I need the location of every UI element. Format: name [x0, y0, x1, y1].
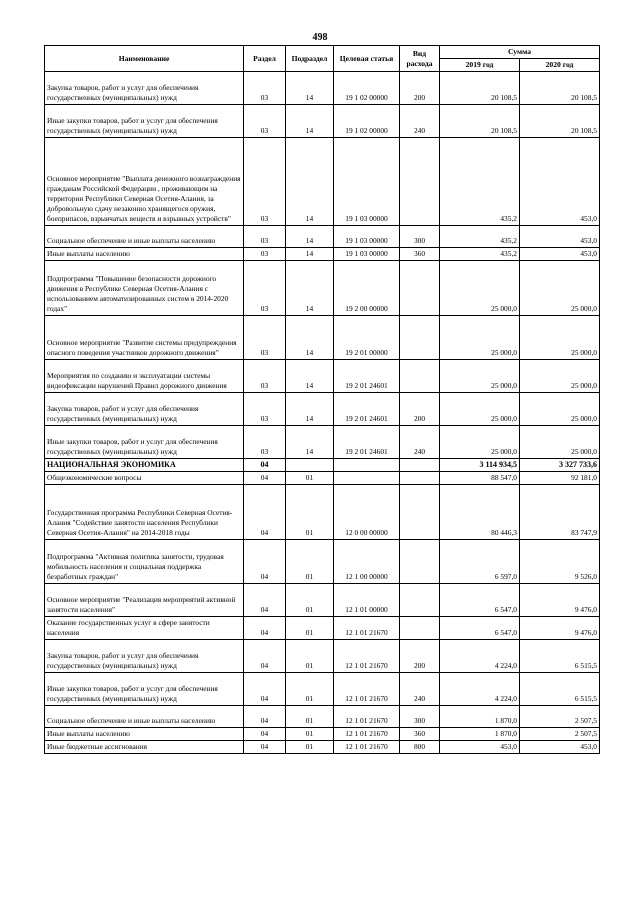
row-section: 03	[244, 360, 286, 393]
row-name: Социальное обеспечение и иные выплаты населению	[45, 706, 244, 728]
row-subsection: 01	[286, 673, 334, 706]
row-subsection: 14	[286, 426, 334, 459]
row-target-article	[334, 459, 400, 472]
row-name: Иные выплаты населению	[45, 248, 244, 261]
header-sum: Сумма	[440, 46, 600, 59]
row-amount-2020: 83 747,9	[520, 485, 600, 540]
row-expense-type	[400, 261, 440, 316]
row-subsection: 01	[286, 617, 334, 640]
row-name: Общеэкономические вопросы	[45, 472, 244, 485]
table-row	[45, 741, 600, 754]
table-row	[45, 673, 600, 706]
row-expense-type: 200	[400, 393, 440, 426]
header-2019: 2019 год	[440, 59, 520, 72]
row-expense-type: 360	[400, 248, 440, 261]
row-section: 04	[244, 673, 286, 706]
row-amount-2019: 1 870,0	[440, 706, 520, 728]
row-subsection: 14	[286, 72, 334, 105]
row-amount-2020: 9 476,0	[520, 584, 600, 617]
header-subsection: Подраздел	[286, 46, 334, 72]
row-section: 04	[244, 706, 286, 728]
row-name: Закупка товаров, работ и услуг для обеспечения государственных (муниципальных) нужд	[45, 640, 244, 673]
row-amount-2019: 1 870,0	[440, 728, 520, 741]
row-name: Иные закупки товаров, работ и услуг для обеспечения государственных (муниципальных) нужд	[45, 673, 244, 706]
row-amount-2020: 25 000,0	[520, 426, 600, 459]
row-expense-type	[400, 472, 440, 485]
row-expense-type: 200	[400, 72, 440, 105]
row-section: 04	[244, 728, 286, 741]
row-section: 04	[244, 472, 286, 485]
row-subsection: 14	[286, 360, 334, 393]
row-subsection: 14	[286, 138, 334, 226]
row-amount-2020: 453,0	[520, 138, 600, 226]
table-row	[45, 138, 600, 226]
row-name: Основное мероприятие "Выплата денежного вознаграждения гражданам Российской Федерации , проживающим на территории Республики Северная Осетия-Алания, за добровольную сдачу незаконно хранящегося оружия, боеприпасов, взрывчатых веществ и взрывных устройств"	[45, 138, 244, 226]
row-subsection: 14	[286, 248, 334, 261]
table-row	[45, 360, 600, 393]
row-amount-2020: 25 000,0	[520, 316, 600, 360]
row-amount-2019: 3 114 934,5	[440, 459, 520, 472]
row-expense-type	[400, 316, 440, 360]
row-amount-2019: 435,2	[440, 138, 520, 226]
row-amount-2020: 25 000,0	[520, 393, 600, 426]
row-section: 04	[244, 540, 286, 584]
row-name: Основное мероприятие "Реализация мероприятий активной занятости населения"	[45, 584, 244, 617]
row-subsection: 14	[286, 316, 334, 360]
row-expense-type: 300	[400, 706, 440, 728]
row-section: 03	[244, 138, 286, 226]
row-subsection: 14	[286, 226, 334, 248]
row-amount-2019: 4 224,0	[440, 640, 520, 673]
row-amount-2020: 2 507,5	[520, 706, 600, 728]
row-name: НАЦИОНАЛЬНАЯ ЭКОНОМИКА	[45, 459, 244, 472]
row-target-article: 19 2 00 00000	[334, 261, 400, 316]
row-subsection: 01	[286, 741, 334, 754]
table-row	[45, 105, 600, 138]
row-target-article: 19 1 03 00000	[334, 138, 400, 226]
row-subsection: 01	[286, 472, 334, 485]
row-amount-2019: 25 000,0	[440, 316, 520, 360]
row-name: Государственная программа Республики Северная Осетия-Алания "Содействие занятости населения Республики Северная Осетия-Алания" на 2014-2018 годы	[45, 485, 244, 540]
row-name: Закупка товаров, работ и услуг для обеспечения государственных (муниципальных) нужд	[45, 393, 244, 426]
row-expense-type: 240	[400, 673, 440, 706]
row-name: Подпрограмма "Активная политика занятости, трудовая мобильность населения и социальная поддержка безработных граждан"	[45, 540, 244, 584]
row-amount-2019: 80 446,3	[440, 485, 520, 540]
row-name: Иные закупки товаров, работ и услуг для обеспечения государственных (муниципальных) нужд	[45, 105, 244, 138]
row-amount-2019: 435,2	[440, 226, 520, 248]
row-target-article	[334, 472, 400, 485]
row-amount-2019: 25 000,0	[440, 261, 520, 316]
header-section: Раздел	[244, 46, 286, 72]
row-section: 04	[244, 459, 286, 472]
row-amount-2019: 20 108,5	[440, 105, 520, 138]
row-section: 03	[244, 226, 286, 248]
row-expense-type	[400, 540, 440, 584]
row-amount-2020: 25 000,0	[520, 360, 600, 393]
row-amount-2020: 3 327 733,6	[520, 459, 600, 472]
row-target-article: 19 1 03 00000	[334, 248, 400, 261]
row-expense-type	[400, 360, 440, 393]
row-target-article: 19 2 01 24601	[334, 426, 400, 459]
row-amount-2019: 453,0	[440, 741, 520, 754]
table-row	[45, 485, 600, 540]
row-target-article: 12 1 01 21670	[334, 640, 400, 673]
table-row	[45, 72, 600, 105]
row-expense-type: 360	[400, 728, 440, 741]
row-subsection: 01	[286, 640, 334, 673]
row-target-article: 19 1 02 00000	[334, 72, 400, 105]
row-amount-2020: 20 108,5	[520, 105, 600, 138]
row-expense-type: 200	[400, 640, 440, 673]
row-amount-2019: 6 547,0	[440, 617, 520, 640]
row-name: Основное мероприятие "Развитие системы предупреждения опасного поведения участников дорожного движения"	[45, 316, 244, 360]
row-subsection: 01	[286, 706, 334, 728]
row-amount-2019: 25 000,0	[440, 393, 520, 426]
row-name: Оказание государственных услуг в сфере занятости населения	[45, 617, 244, 640]
row-name: Мероприятия по созданию и эксплуатации системы видеофиксации нарушений Правил дорожного движения	[45, 360, 244, 393]
row-target-article: 19 2 01 00000	[334, 316, 400, 360]
row-target-article: 19 1 03 00000	[334, 226, 400, 248]
row-amount-2019: 6 597,0	[440, 540, 520, 584]
row-amount-2020: 6 515,5	[520, 640, 600, 673]
row-name: Иные бюджетные ассигнования	[45, 741, 244, 754]
row-name: Подпрограмма "Повышение безопасности дорожного движения в Республике Северная Осетия-Алания с использованием автоматизированных систем в 2014-2020 годах"	[45, 261, 244, 316]
table-row	[45, 226, 600, 248]
row-section: 03	[244, 248, 286, 261]
row-amount-2020: 20 108,5	[520, 72, 600, 105]
row-amount-2020: 453,0	[520, 226, 600, 248]
row-target-article: 12 1 00 00000	[334, 540, 400, 584]
row-section: 03	[244, 426, 286, 459]
table-row	[45, 261, 600, 316]
row-amount-2020: 453,0	[520, 248, 600, 261]
row-section: 04	[244, 741, 286, 754]
row-subsection: 14	[286, 105, 334, 138]
table-row	[45, 393, 600, 426]
header-2020: 2020 год	[520, 59, 600, 72]
row-name: Иные выплаты населению	[45, 728, 244, 741]
row-amount-2020: 2 507,5	[520, 728, 600, 741]
row-amount-2020: 9 476,0	[520, 617, 600, 640]
row-subsection: 01	[286, 584, 334, 617]
row-amount-2020: 453,0	[520, 741, 600, 754]
row-target-article: 19 1 02 00000	[334, 105, 400, 138]
row-section: 03	[244, 261, 286, 316]
row-subsection: 01	[286, 540, 334, 584]
row-amount-2020: 9 526,0	[520, 540, 600, 584]
row-amount-2019: 20 108,5	[440, 72, 520, 105]
table-row	[45, 248, 600, 261]
row-subsection: 01	[286, 728, 334, 741]
row-amount-2019: 435,2	[440, 248, 520, 261]
row-amount-2019: 25 000,0	[440, 426, 520, 459]
table-row	[45, 316, 600, 360]
row-target-article: 12 1 01 21670	[334, 728, 400, 741]
row-name: Социальное обеспечение и иные выплаты населению	[45, 226, 244, 248]
table-row	[45, 540, 600, 584]
row-section: 04	[244, 485, 286, 540]
row-amount-2019: 88 547,0	[440, 472, 520, 485]
row-target-article: 12 1 01 21670	[334, 741, 400, 754]
row-expense-type	[400, 617, 440, 640]
table-header-row	[45, 46, 600, 59]
row-target-article: 12 1 01 21670	[334, 706, 400, 728]
row-expense-type	[400, 584, 440, 617]
table-row	[45, 617, 600, 640]
row-name: Закупка товаров, работ и услуг для обеспечения государственных (муниципальных) нужд	[45, 72, 244, 105]
budget-table	[44, 45, 600, 754]
row-subsection: 01	[286, 485, 334, 540]
table-row	[45, 584, 600, 617]
page-number: 498	[312, 32, 328, 43]
table-row	[45, 459, 600, 472]
row-amount-2019: 6 547,0	[440, 584, 520, 617]
row-amount-2020: 92 181,0	[520, 472, 600, 485]
row-section: 03	[244, 393, 286, 426]
row-expense-type: 800	[400, 741, 440, 754]
row-section: 03	[244, 316, 286, 360]
table-row	[45, 728, 600, 741]
row-target-article: 19 2 01 24601	[334, 360, 400, 393]
row-section: 03	[244, 105, 286, 138]
row-expense-type: 240	[400, 105, 440, 138]
header-target: Целевая статья	[334, 46, 400, 72]
row-subsection: 14	[286, 261, 334, 316]
header-name: Наименование	[45, 46, 244, 72]
header-exp-type: Вид расхода	[400, 46, 440, 72]
row-target-article: 12 1 01 21670	[334, 617, 400, 640]
row-target-article: 12 1 01 00000	[334, 584, 400, 617]
table-row	[45, 640, 600, 673]
row-amount-2020: 25 000,0	[520, 261, 600, 316]
row-section: 04	[244, 584, 286, 617]
row-subsection	[286, 459, 334, 472]
table-row	[45, 426, 600, 459]
row-subsection: 14	[286, 393, 334, 426]
row-expense-type: 240	[400, 426, 440, 459]
row-amount-2020: 6 515,5	[520, 673, 600, 706]
row-section: 04	[244, 617, 286, 640]
row-section: 03	[244, 72, 286, 105]
row-name: Иные закупки товаров, работ и услуг для обеспечения государственных (муниципальных) нужд	[45, 426, 244, 459]
table-row	[45, 472, 600, 485]
row-expense-type	[400, 485, 440, 540]
row-expense-type	[400, 138, 440, 226]
row-target-article: 12 1 01 21670	[334, 673, 400, 706]
row-section: 04	[244, 640, 286, 673]
row-amount-2019: 4 224,0	[440, 673, 520, 706]
table-row	[45, 706, 600, 728]
row-target-article: 12 0 00 00000	[334, 485, 400, 540]
row-expense-type: 300	[400, 226, 440, 248]
row-expense-type	[400, 459, 440, 472]
row-target-article: 19 2 01 24601	[334, 393, 400, 426]
row-amount-2019: 25 000,0	[440, 360, 520, 393]
